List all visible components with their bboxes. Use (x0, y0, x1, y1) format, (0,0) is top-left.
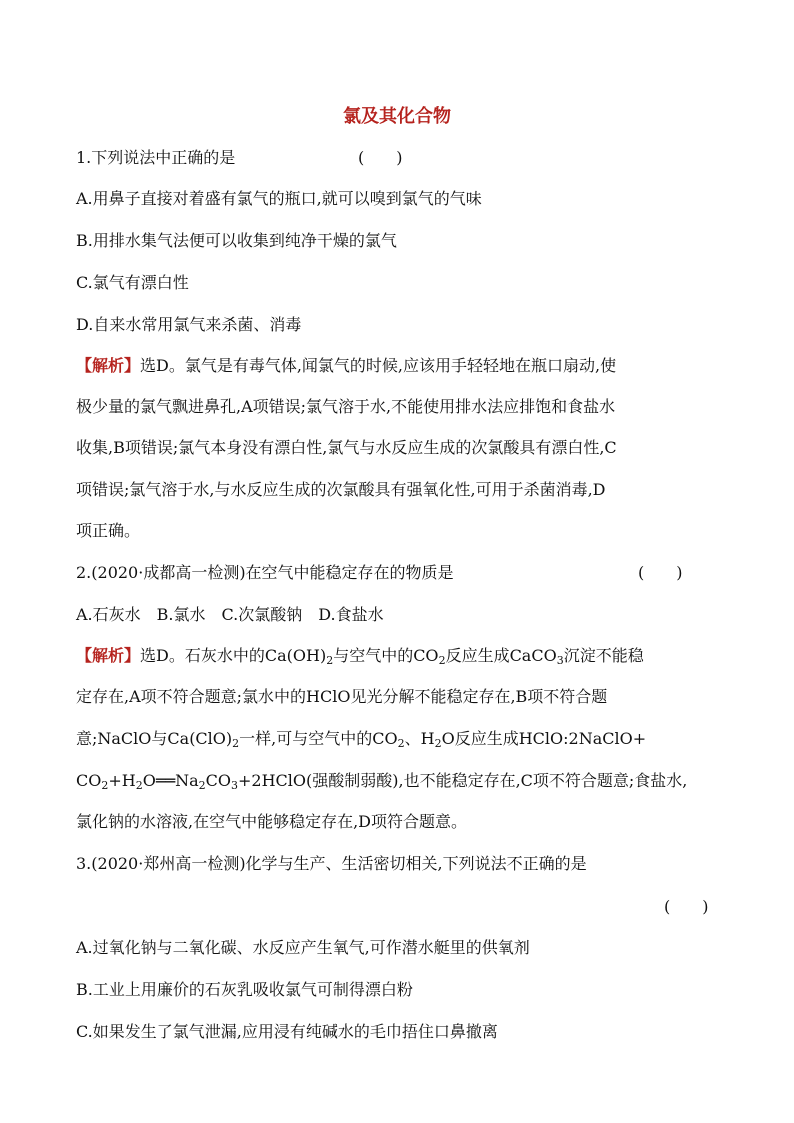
question-1-analysis-line (76, 355, 718, 377)
page-title: 氯及其化合物 (343, 106, 451, 127)
question-1-option-a: A.用鼻子直接对着盛有氯气的瓶口,就可以嗅到氯气的气味 (76, 189, 482, 208)
question-1-answer-blank: ( ) (358, 148, 403, 167)
subscript: 3 (231, 779, 238, 792)
question-3-answer-blank: ( ) (664, 897, 709, 916)
subscript: 2 (101, 779, 109, 792)
subscript: 2 (198, 779, 206, 792)
text: 意;NaClO与Ca(ClO) (76, 729, 233, 748)
question-1-analysis-line: 收集,B项错误;氯气本身没有漂白性,氯气与水反应生成的次氯酸具有漂白性,C (76, 438, 617, 457)
text: CO (76, 771, 102, 790)
question-1-analysis-line: 项错误;氯气溶于水,与水反应生成的次氯酸具有强氧化性,可用于杀菌消毒,D (76, 480, 606, 499)
question-2-analysis-line (76, 770, 718, 792)
question-1-analysis-line: 极少量的氯气飘进鼻孔,A项错误;氯气溶于水,不能使用排水法应排饱和食盐水 (76, 397, 616, 416)
question-1-analysis-line: 项正确。 (76, 521, 141, 540)
text: 一样,可与空气中的CO (239, 729, 398, 748)
subscript: 2 (326, 654, 334, 667)
subscript: 2 (434, 737, 442, 750)
analysis-label: 【解析】 (76, 646, 141, 665)
question-1-stem: 1.下列说法中正确的是 (76, 148, 236, 167)
subscript: 2 (397, 737, 405, 750)
analysis-label: 【解析】 (76, 356, 141, 375)
question-2-analysis-line: 氯化钠的水溶液,在空气中能够稳定存在,D项符合题意。 (76, 812, 468, 831)
text: 反应生成CaCO (445, 646, 557, 665)
question-2-analysis-line (76, 728, 718, 750)
question-3-option-c: C.如果发生了氯气泄漏,应用浸有纯碱水的毛巾捂住口鼻撤离 (76, 1022, 498, 1041)
question-3-option-a: A.过氧化钠与二氧化碳、水反应产生氧气,可作潜水艇里的供氧剂 (76, 938, 530, 957)
text: +H (108, 771, 136, 790)
question-2-answer-blank: ( ) (638, 563, 683, 582)
question-1-option-b: B.用排水集气法便可以收集到纯净干燥的氯气 (76, 231, 397, 250)
question-2-analysis-line (76, 645, 718, 667)
question-2-analysis-line: 定存在,A项不符合题意;氯水中的HClO见光分解不能稳定存在,B项不符合题 (76, 687, 608, 706)
question-1-option-d: D.自来水常用氯气来杀菌、消毒 (76, 315, 302, 334)
subscript: 2 (232, 737, 240, 750)
text: CO (205, 771, 231, 790)
subscript: 3 (556, 654, 564, 667)
text: 、H (404, 729, 435, 748)
text: 选D。石灰水中的Ca(OH) (140, 646, 327, 665)
text: +2HClO(强酸制弱酸),也不能稳定存在,C项不符合题意;食盐水, (238, 771, 688, 790)
question-3-option-b: B.工业上用廉价的石灰乳吸收氯气可制得漂白粉 (76, 980, 413, 999)
text: 与空气中的CO (333, 646, 439, 665)
subscript: 2 (438, 654, 446, 667)
question-2-stem: 2.(2020·成都高一检测)在空气中能稳定存在的物质是 (76, 563, 454, 582)
question-1-option-c: C.氯气有漂白性 (76, 273, 189, 292)
text: 沉淀不能稳 (563, 646, 644, 665)
text: O反应生成HClO:2NaClO+ (441, 729, 647, 748)
question-3-stem: 3.(2020·郑州高一检测)化学与生产、生活密切相关,下列说法不正确的是 (76, 854, 587, 873)
subscript: 2 (135, 779, 143, 792)
question-2-options: A.石灰水 B.氯水 C.次氯酸钠 D.食盐水 (76, 605, 384, 624)
analysis-text: 选D。氯气是有毒气体,闻氯气的时候,应该用手轻轻地在瓶口扇动,使 (140, 356, 617, 375)
text: O══Na (142, 771, 199, 790)
